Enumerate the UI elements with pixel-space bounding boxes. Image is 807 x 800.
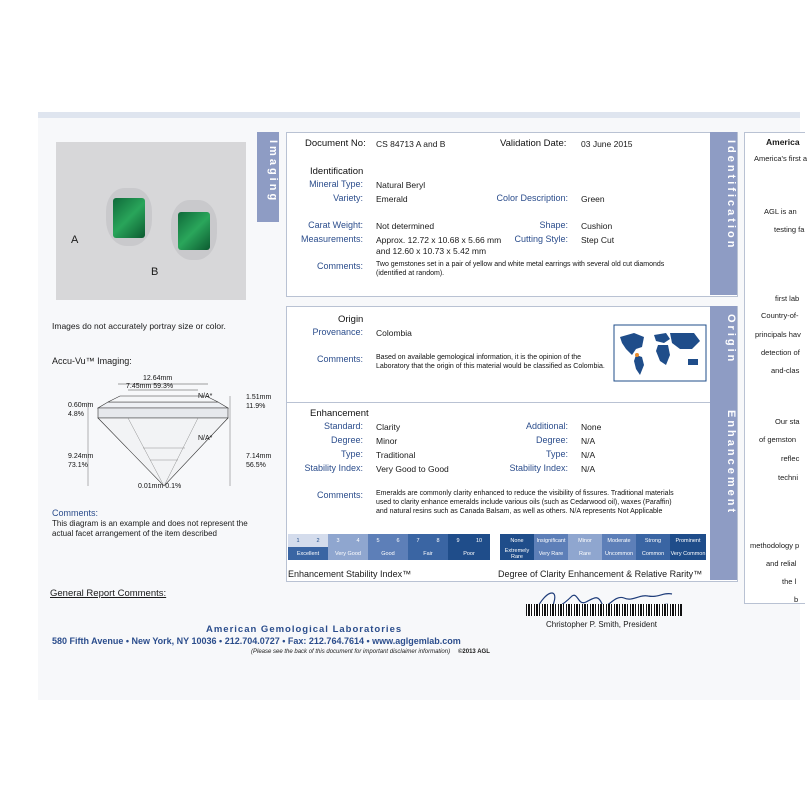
scale-num: 7 — [408, 534, 428, 547]
right-line: Our sta — [775, 417, 800, 426]
variety: Emerald — [376, 194, 408, 204]
scale-num: 4 — [348, 534, 368, 547]
stability: Very Good to Good — [376, 464, 449, 474]
accuvu-pavilion: 9.24mm 73.1% — [68, 453, 94, 469]
right-line: the l — [782, 577, 797, 586]
scale-num: 3 — [328, 534, 348, 547]
rarity-top: Minor — [568, 534, 602, 547]
origin-comments-label: Comments: — [316, 354, 363, 364]
provenance-label: Provenance: — [312, 327, 363, 337]
rarity-top: None — [500, 534, 534, 547]
stability-label: Stability Index: — [304, 463, 363, 473]
right-line: detection of — [761, 348, 800, 357]
right-line: and-clas — [771, 366, 800, 375]
standard: Clarity — [376, 422, 401, 432]
right-line: and relial — [766, 559, 797, 568]
origin-comments: Based on available gemological information, it is the opinion of the Laboratory that the origin of this material would be classified as Colombia. — [376, 354, 605, 370]
rarity-bottom: Very Rare — [534, 547, 568, 560]
emerald-a — [113, 198, 145, 238]
right-heading: America — [766, 137, 800, 147]
right-line: principals hav — [755, 330, 801, 339]
validation-label: Validation Date: — [500, 138, 567, 149]
footer-org: American Gemological Laboratories — [206, 624, 403, 635]
right-line: first lab — [775, 294, 800, 303]
scale-label: Fair — [408, 547, 448, 560]
rarity-bottom: Uncommon — [602, 547, 636, 560]
identification-tab: Identification — [710, 132, 737, 295]
enhancement-heading: Enhancement — [310, 408, 369, 419]
color-desc-label: Color Description: — [496, 193, 568, 203]
stability-scale — [288, 534, 490, 560]
enh-comments: Emeralds are commonly clarity enhanced to reduce the visibility of fissures. Traditional materials used to clarity enhance emeralds include various oils (such as Cedarwood oil), waxes (Paraffin) and natural resins such as Canada Balsam, as well as others. N/A represents Not Applicable — [376, 490, 674, 515]
right-line: AGL is an — [764, 207, 797, 216]
accuvu-title: Accu-Vu™ Imaging: — [52, 356, 132, 366]
earring-a — [98, 182, 160, 252]
scale-label: Good — [368, 547, 408, 560]
scale-num: 6 — [388, 534, 408, 547]
rarity-caption: Degree of Clarity Enhancement & Relative Rarity™ — [498, 569, 703, 579]
label-a: A — [71, 234, 79, 246]
accuvu-comments-text: This diagram is an example and does not represent the actual facet arrangement of the item described — [52, 519, 248, 538]
variety-label: Variety: — [333, 193, 363, 203]
id-comments-label: Comments: — [316, 261, 363, 271]
right-line: b — [794, 595, 799, 604]
carat: Not determined — [376, 221, 435, 231]
origin-heading: Origin — [338, 314, 364, 325]
mineral-type-label: Mineral Type: — [309, 179, 363, 189]
provenance: Colombia — [376, 328, 412, 338]
scale-num: 2 — [308, 534, 328, 547]
right-line: reflec — [781, 454, 800, 463]
accuvu-width: 12.64mm — [143, 375, 173, 382]
document-no-label: Document No: — [305, 138, 366, 149]
shape: Cushion — [581, 221, 613, 231]
type-label: Type: — [340, 449, 363, 459]
emerald-b — [178, 212, 210, 250]
document-no: CS 84713 A and B — [376, 139, 446, 149]
general-comments: General Report Comments: — [50, 588, 167, 599]
rarity-top: Strong — [636, 534, 670, 547]
accuvu-comments-label: Comments: — [52, 508, 99, 518]
cutting: Step Cut — [581, 235, 615, 245]
accuvu-table: 7.45mm 59.3% — [126, 383, 174, 390]
stability-caption: Enhancement Stability Index™ — [288, 569, 412, 579]
scale-label: Poor — [448, 547, 490, 560]
footer-copyright: ©2013 AGL — [458, 649, 490, 655]
rarity-bottom: Very Common — [670, 547, 706, 560]
images-disclaimer: Images do not accurately portray size or color. — [52, 321, 226, 331]
right-line: testing fa — [774, 225, 805, 234]
type: Traditional — [376, 450, 416, 460]
accuvu-depth: 7.14mm 56.5% — [246, 453, 272, 469]
degree: Minor — [376, 436, 398, 446]
validation-date: 03 June 2015 — [581, 139, 633, 149]
degree2: N/A — [581, 436, 596, 446]
barcode — [526, 604, 682, 616]
additional: None — [581, 422, 602, 432]
right-line: of gemston — [759, 435, 797, 444]
degree2-label: Degree: — [535, 435, 568, 445]
rarity-scale — [500, 534, 706, 560]
stability2: N/A — [581, 464, 596, 474]
right-line: Country-of- — [761, 311, 799, 320]
label-b: B — [151, 266, 159, 278]
accuvu-na2: N/A* — [198, 435, 213, 442]
scale-num: 8 — [428, 534, 448, 547]
enh-comments-label: Comments: — [316, 490, 363, 500]
scale-label: Very Good — [328, 547, 368, 560]
id-comments: Two gemstones set in a pair of yellow and white metal earrings with several old cut diamonds (identified at random). — [376, 261, 665, 277]
gemstone-photo — [56, 142, 246, 300]
scale-label: Excellent — [288, 547, 328, 560]
accuvu-crown: 0.60mm 4.8% — [68, 402, 94, 418]
scale-num: 5 — [368, 534, 388, 547]
right-line: America's first a — [754, 154, 807, 163]
footer-address: 580 Fifth Avenue • New York, NY 10036 • 212.704.0727 • Fax: 212.764.7614 • www.aglgemlab.com — [52, 636, 461, 646]
degree-label: Degree: — [330, 435, 363, 445]
rarity-top: Insignificant — [534, 534, 568, 547]
scale-num: 9 — [448, 534, 468, 547]
rarity-top: Moderate — [602, 534, 636, 547]
stability2-label: Stability Index: — [509, 463, 568, 473]
right-line: techni — [778, 473, 799, 482]
measurements-label: Measurements: — [300, 234, 363, 244]
footer-note: (Please see the back of this document for important disclaimer information) — [251, 649, 451, 655]
right-line: methodology p — [750, 541, 800, 550]
certificate — [38, 118, 807, 700]
shape-label: Shape: — [539, 220, 568, 230]
rarity-top: Prominent — [670, 534, 706, 547]
accuvu-na1: N/A* — [198, 393, 213, 400]
scale-num: 10 — [468, 534, 490, 547]
type2: N/A — [581, 450, 596, 460]
signer-name: Christopher P. Smith, President — [546, 620, 658, 629]
cutting-label: Cutting Style: — [514, 234, 568, 244]
rarity-bottom: Rare — [568, 547, 602, 560]
enhancement-tab: Enhancement — [710, 402, 737, 580]
measurements-1: Approx. 12.72 x 10.68 x 5.66 mm — [376, 235, 502, 245]
scale-num: 1 — [288, 534, 308, 547]
measurements-2: and 12.60 x 10.73 x 5.42 mm — [376, 246, 487, 256]
world-map — [614, 325, 706, 381]
accuvu-girdle: 1.51mm 11.9% — [246, 394, 272, 410]
carat-label: Carat Weight: — [308, 220, 363, 230]
accuvu-culet: 0.01mm 0.1% — [138, 483, 182, 490]
origin-tab: Origin — [710, 306, 737, 403]
earring-b — [164, 194, 224, 266]
color-desc: Green — [581, 194, 605, 204]
rarity-bottom: Common — [636, 547, 670, 560]
identification-heading: Identification — [310, 166, 364, 177]
rarity-bottom: Extremely Rare — [500, 547, 534, 560]
imaging-tab: Imaging — [257, 132, 279, 222]
standard-label: Standard: — [323, 421, 363, 431]
additional-label: Additional: — [525, 421, 568, 431]
type2-label: Type: — [545, 449, 568, 459]
mineral-type: Natural Beryl — [376, 180, 426, 190]
